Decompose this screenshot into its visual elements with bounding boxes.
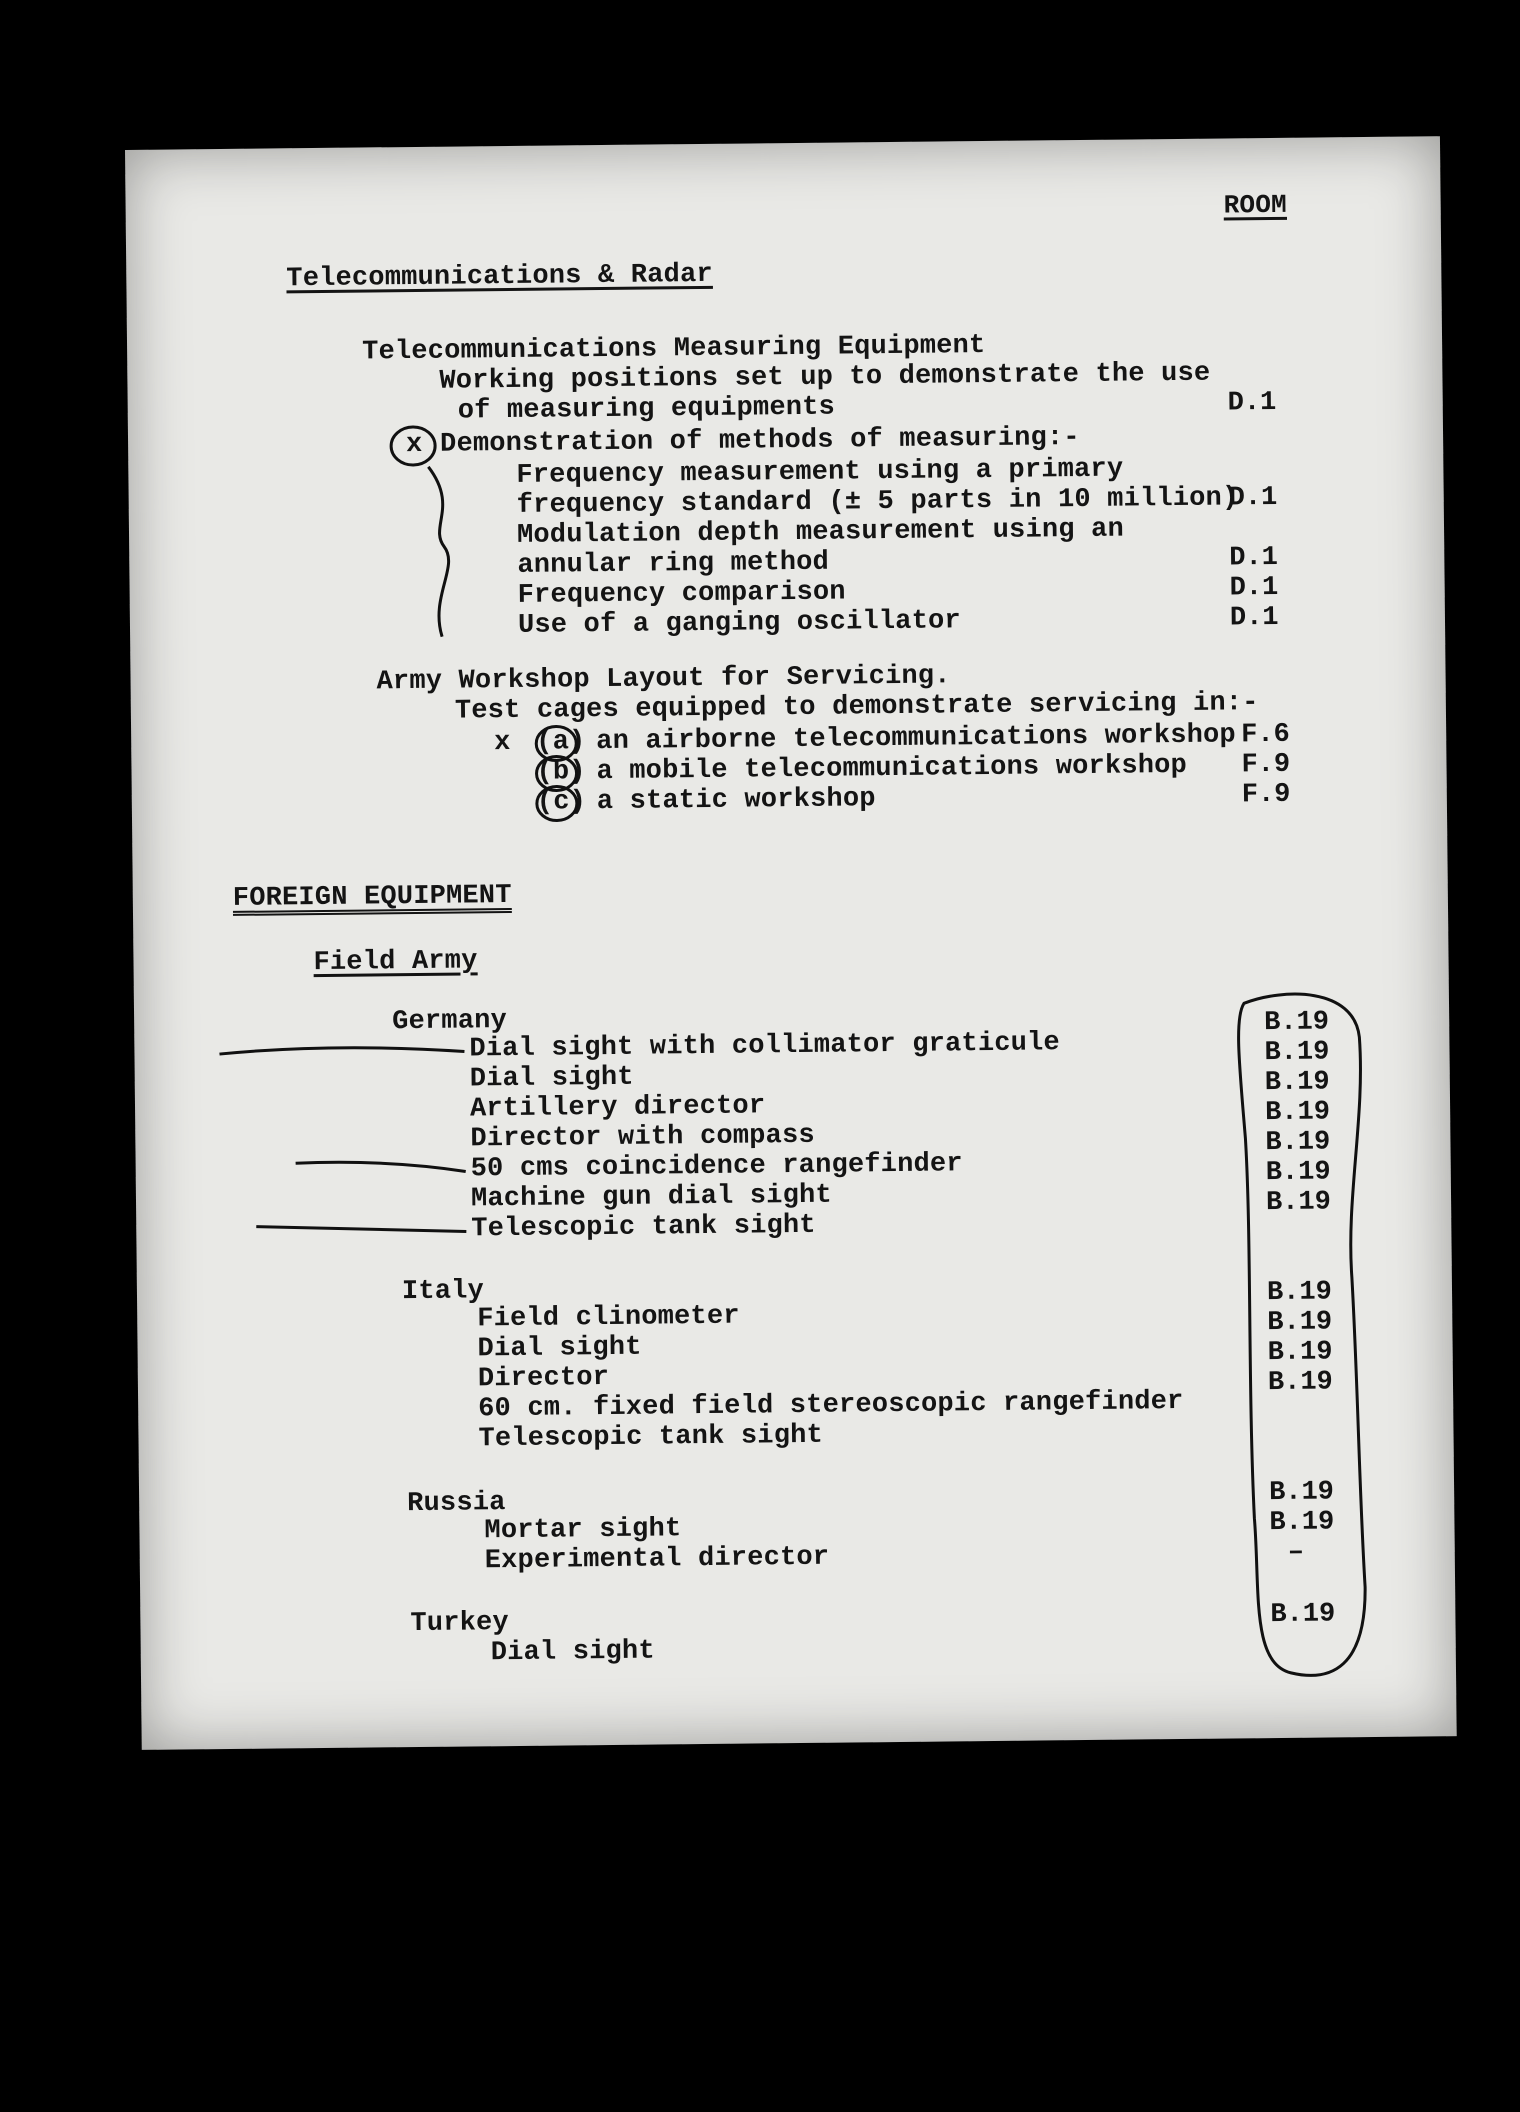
measuring-heading: Telecommunications Measuring Equipment <box>361 331 986 368</box>
measuring-line1: Working positions set up to demonstrate the use <box>439 358 1211 397</box>
russia-item-2-room: B.19 <box>1269 1507 1335 1539</box>
demo-item-2: frequency standard (± 5 parts in 10 million) <box>516 483 1239 521</box>
demo-item-1: Frequency measurement using a primary <box>516 454 1124 491</box>
italy-item-5: Telescopic tank sight <box>478 1420 824 1455</box>
workshop-item-c-room: F.9 <box>1241 779 1291 811</box>
telecom-title: Telecommunications & Radar <box>286 259 713 295</box>
field-army-subtitle: Field Army <box>313 946 478 979</box>
germany-item-3: Artillery director <box>469 1091 766 1125</box>
germany-item-2-room: B.19 <box>1264 1037 1330 1069</box>
demo-mark: x <box>405 429 423 461</box>
demo-circle-mark <box>391 427 435 465</box>
germany-item-7: Telescopic tank sight <box>471 1210 816 1245</box>
russia-item-dash: – <box>1287 1537 1305 1568</box>
germany-item-6-room: B.19 <box>1265 1157 1331 1189</box>
germany-item-4: Director with compass <box>470 1120 815 1155</box>
germany-item-1-tick <box>219 1046 464 1054</box>
workshop-heading: Army Workshop Layout for Servicing. <box>376 661 951 698</box>
italy-item-2-room: B.19 <box>1267 1307 1333 1339</box>
italy-item-3-room: B.19 <box>1267 1337 1333 1369</box>
measuring-line2-room: D.1 <box>1227 387 1277 419</box>
demo-item-6: Use of a ganging oscillator <box>517 606 962 641</box>
country-italy: Italy <box>401 1276 485 1308</box>
demo-item-4: annular ring method <box>517 547 830 581</box>
turkey-item-1-room: B.19 <box>1270 1599 1336 1631</box>
workshop-item-b: a mobile telecommunications workshop <box>596 750 1188 788</box>
germany-item-4-room: B.19 <box>1264 1097 1331 1129</box>
germany-item-7-tick <box>256 1224 466 1233</box>
germany-item-6: Machine gun dial sight <box>470 1180 833 1215</box>
demo-item-2-room: D.1 <box>1228 482 1278 514</box>
country-turkey: Turkey <box>410 1608 510 1640</box>
germany-item-5-tick <box>296 1161 466 1173</box>
demo-item-4-room: D.1 <box>1229 542 1279 574</box>
italy-item-2: Dial sight <box>477 1332 642 1365</box>
italy-item-1-room: B.19 <box>1266 1277 1332 1309</box>
germany-item-5: 50 cms coincidence rangefinder <box>470 1149 963 1185</box>
russia-item-1-room: B.19 <box>1268 1477 1335 1509</box>
country-germany: Germany <box>391 1006 508 1038</box>
italy-item-4: 60 cm. fixed field stereoscopic rangefinder <box>478 1386 1184 1425</box>
turkey-item-1: Dial sight <box>490 1636 655 1669</box>
room-header: ROOM <box>1223 189 1288 221</box>
germany-item-1: Dial sight with collimator graticule <box>469 1028 1061 1065</box>
workshop-item-b-label: (b) <box>536 757 586 788</box>
russia-item-1: Mortar sight <box>484 1514 682 1547</box>
demo-item-6-room: D.1 <box>1229 602 1279 634</box>
italy-item-4-room: B.19 <box>1267 1367 1333 1399</box>
country-russia: Russia <box>407 1488 506 1520</box>
workshop-item-a-label: (a) <box>536 727 586 758</box>
workshop-line1: Test cages equipped to demonstrate servicing in:- <box>454 688 1259 727</box>
foreign-title: FOREIGN EQUIPMENT <box>232 880 512 914</box>
demo-item-3: Modulation depth measurement using an <box>516 514 1125 551</box>
germany-item-3-room: B.19 <box>1264 1067 1330 1099</box>
germany-item-2: Dial sight <box>469 1062 634 1095</box>
measuring-line2: of measuring equipments <box>457 392 836 427</box>
italy-item-3: Director <box>477 1362 610 1395</box>
workshop-item-a: an airborne telecommunications workshop <box>596 720 1237 758</box>
workshop-item-a-room: F.6 <box>1241 719 1290 751</box>
italy-item-1: Field clinometer <box>477 1301 740 1335</box>
germany-item-7-room: B.19 <box>1265 1187 1332 1219</box>
workshop-mark: x <box>494 727 511 759</box>
demo-bracket-mark <box>428 467 449 637</box>
demo-item-5: Frequency comparison <box>517 577 846 611</box>
workshop-item-c: a static workshop <box>596 784 876 818</box>
handwritten-annotations <box>125 136 1457 1750</box>
demo-heading: Demonstration of methods of measuring:- <box>439 423 1080 460</box>
germany-item-1-room: B.19 <box>1264 1007 1330 1039</box>
workshop-item-c-label: (c) <box>536 787 587 818</box>
document-page <box>125 136 1457 1750</box>
workshop-item-b-room: F.9 <box>1241 749 1291 781</box>
russia-item-2: Experimental director <box>484 1542 830 1577</box>
germany-item-5-room: B.19 <box>1265 1127 1331 1159</box>
demo-item-5-room: D.1 <box>1229 572 1279 604</box>
rooms-enclosure-loop <box>1238 993 1367 1676</box>
